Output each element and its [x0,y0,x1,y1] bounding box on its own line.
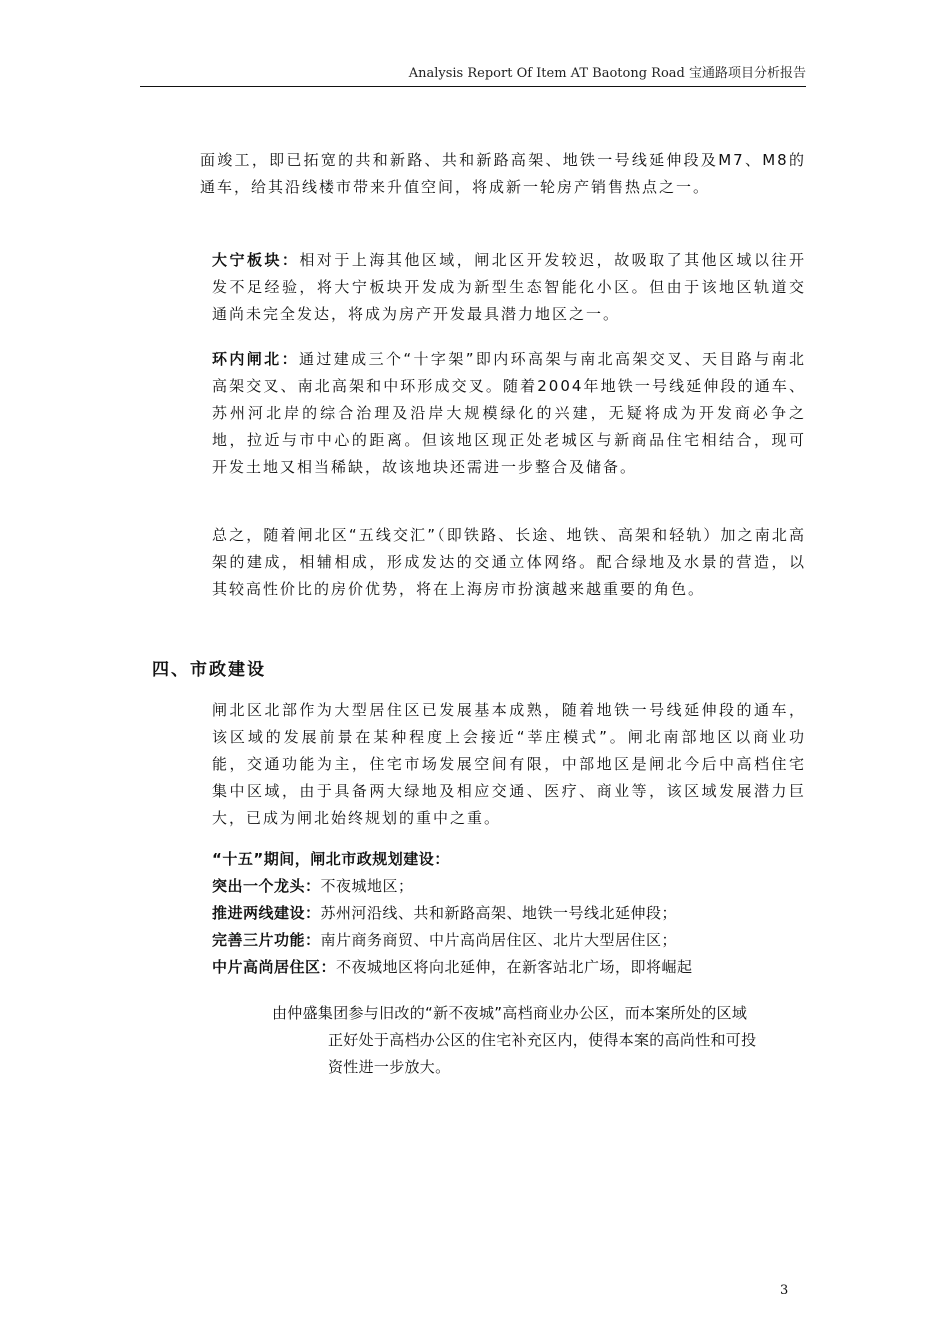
paragraph-label: 环内闸北： [212,350,299,368]
plan-item [212,927,812,954]
note-line: 由仲盛集团参与旧改的“新不夜城”高档商业办公区，而本案所处的区域 [272,1004,748,1022]
paragraph-summary [212,522,806,603]
plan-item-label: 中片高尚居住区： [212,958,337,976]
paragraph-text: 闸北区北部作为大型居住区已发展基本成熟，随着地铁一号线延伸段的通车，该区域的发展前景在某种程度上会接近“莘庄模式”。闸北南部地区以商业功能，交通功能为主，住宅市场发展空间有限，中部地区是闸北今后中高档住宅集中区域，由于具备两大绿地及相应交通、医疗、商业等，该区域发展潜力巨大，已成为闸北始终规划的重中之重。 [212,701,806,827]
plan-item-text: 苏州河沿线、共和新路高架、地铁一号线北延伸段； [320,904,678,922]
paragraph-text: 面竣工，即已拓宽的共和新路、共和新路高架、地铁一号线延伸段及M7、M8的通车，给其沿线楼市带来升值空间，将成新一轮房产销售热点之一。 [200,151,806,196]
plan-item-text: 南片商务商贸、中片高尚居住区、北片大型居住区； [320,931,678,949]
page-number: 3 [780,1283,789,1298]
paragraph-daning-block [212,247,806,328]
plan-item [212,954,812,981]
paragraph-label: 大宁板块： [212,251,300,269]
paragraph-inner-zhabei [212,346,806,481]
section-intro-paragraph [212,697,806,832]
plan-item-label: 完善三片功能： [212,931,321,949]
section-title: 四、市政建设 [152,660,266,680]
plan-item [212,873,812,900]
plan-item-label: 突出一个龙头： [212,877,321,895]
paragraph-transport-continued [200,147,806,201]
plan-item-text: 不夜城地区； [320,877,414,895]
plan-item [212,900,812,927]
note-line: 正好处于高档办公区的住宅补充区内，使得本案的高尚性和可投 [328,1031,757,1049]
note-line: 资性进一步放大。 [328,1058,451,1076]
header-title: Analysis Report Of Item AT Baotong Road 宝通路项目分析报告 [408,66,806,81]
plan-item-text: 不夜城地区将向北延伸，在新客站北广场，即将崛起 [336,958,693,976]
plan-heading: “十五”期间，闸北市政规划建设： [212,850,450,868]
page-header [140,64,806,87]
paragraph-text: 总之，随着闸北区“五线交汇”（即铁路、长途、地铁、高架和轻轨）加之南北高架的建成，相辅相成，形成发达的交通立体网络。配合绿地及水景的营造，以其较高性价比的房价优势，将在上海房市扮演越来越重要的角色。 [212,526,806,598]
paragraph-text: 相对于上海其他区域，闸北区开发较迟，故吸取了其他区域以往开发不足经验，将大宁板块开发成为新型生态智能化小区。但由于该地区轨道交通尚未完全发达，将成为房产开发最具潜力地区之一。 [212,251,806,323]
paragraph-text: 通过建成三个“十字架”即内环高架与南北高架交叉、天目路与南北高架交叉、南北高架和中环形成交叉。随着2004年地铁一号线延伸段的通车、苏州河北岸的综合治理及沿岸大规模绿化的兴建，无疑将成为开发商必争之地，拉近与市中心的距离。但该地区现正处老城区与新商品住宅相结合，现可开发土地又相当稀缺，故该地块还需进一步整合及储备。 [212,350,806,476]
plan-item-label: 推进两线建设： [212,904,321,922]
plan-list [212,846,812,981]
plan-note [272,1000,806,1081]
